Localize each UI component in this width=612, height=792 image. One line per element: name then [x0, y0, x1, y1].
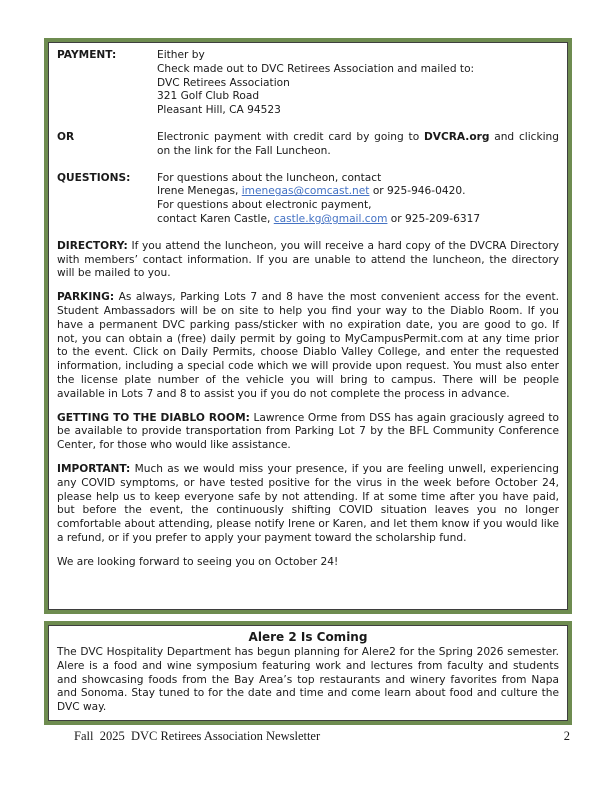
payment-lines — [157, 49, 559, 118]
questions-line-2-pre: Irene Menegas, — [157, 185, 242, 198]
payment-line-4: 321 Golf Club Road — [157, 90, 260, 103]
parking-label: PARKING: — [57, 291, 115, 304]
closing-line: We are looking forward to seeing you on October 24! — [57, 555, 339, 568]
footer-title: Fall 2025 DVC Retirees Association Newsletter — [74, 729, 321, 743]
questions-line-4-post: or 925-209-6317 — [387, 212, 481, 225]
or-text — [157, 131, 559, 159]
directory-paragraph — [57, 240, 559, 281]
questions-line-1: For questions about the luncheon, contact — [157, 171, 382, 184]
payment-line-1: Either by — [157, 49, 205, 61]
alere-title: Alere 2 Is Coming — [248, 630, 368, 644]
payment-line-2: Check made out to DVC Retirees Association and mailed to: — [157, 62, 475, 75]
page-number: 2 — [563, 729, 570, 743]
parking-paragraph — [57, 291, 559, 401]
email-link-castle[interactable]: castle.kg@gmail.com — [273, 212, 388, 225]
parking-text: As always, Parking Lots 7 and 8 have the most convenient access for the event. Student Ambassadors will be on site to help you find your way to the Diablo Room. If you have a permanent DVC parking pass/sticker with no expiration date, you are good to go. If not, you can obtain a (free) daily permit by going to MyCampusPermit.com at any time prior to the event. Click on Daily Permits, choose Diablo Valley College, and enter the requested information, including a special code which we will provide upon request. You must also enter the license plate number of the vehicle you will bring to campus. There will be people available in Lots 7 and 8 to assist you if you do not complete the process in advance. — [57, 291, 559, 400]
important-text: Much as we would miss your presence, if you are feeling unwell, experiencing any COVID symptoms, or have tested positive for the virus in the week before October 24, please help us to keep everyone safe by not attending. If at some time after you have paid, but before the event, the continuously shifting COVID situation leaves you no longer comfortable about attending, please notify Irene or Karen, and let them know if you would like a refund, or if you prefer to apply your payment toward the scholarship fund. — [57, 462, 559, 544]
questions-lines — [157, 172, 559, 227]
questions-label: QUESTIONS: — [57, 171, 131, 184]
email-link-imenegas[interactable]: imenegas@comcast.net — [241, 185, 370, 198]
questions-line-2 — [157, 185, 559, 199]
or-label: OR — [57, 130, 75, 143]
or-text-site: DVCRA.org — [423, 130, 490, 143]
diablo-room-paragraph — [57, 412, 559, 453]
questions-line-4 — [157, 213, 559, 227]
important-paragraph — [57, 463, 559, 546]
payment-row — [57, 49, 559, 118]
footer — [44, 730, 570, 744]
questions-line-4-pre: contact Karen Castle, — [157, 212, 274, 225]
directory-label: DIRECTORY: — [57, 239, 128, 252]
diablo-room-label: GETTING TO THE DIABLO ROOM: — [57, 411, 250, 424]
questions-line-3: For questions about electronic payment, — [157, 199, 372, 212]
or-row — [57, 131, 559, 159]
payment-info-box — [44, 38, 572, 614]
payment-line-3: DVC Retirees Association — [157, 76, 290, 89]
alere-body: The DVC Hospitality Department has begun planning for Alere2 for the Spring 2026 semester. Alere is a food and wine symposium featuring work and lectures from faculty and students and showcasing foods from the Bay Area’s top restaurants and winery favorites from Napa and Sonoma. Stay tuned to for the date and time and come learn about food and culture the DVC way. — [57, 646, 559, 714]
or-text-pre: Electronic payment with credit card by going to — [157, 130, 424, 143]
or-text-post: and clicking on the link for the Fall Luncheon. — [157, 130, 559, 157]
directory-text: If you attend the luncheon, you will receive a hard copy of the DVCRA Directory with members’ contact information. If you are unable to attend the luncheon, the directory will be mailed to you. — [57, 239, 559, 280]
questions-row — [57, 172, 559, 227]
alere-box — [44, 621, 572, 725]
important-label: IMPORTANT: — [57, 462, 131, 475]
questions-line-2-post: or 925-946-0420. — [369, 185, 466, 198]
payment-line-5: Pleasant Hill, CA 94523 — [157, 104, 281, 117]
payment-label: PAYMENT: — [57, 49, 117, 61]
diablo-room-text: Lawrence Orme from DSS has again graciously agreed to be available to provide transportation from Parking Lot 7 by the BFL Community Conference Center, for those who would like assistance. — [57, 411, 559, 452]
